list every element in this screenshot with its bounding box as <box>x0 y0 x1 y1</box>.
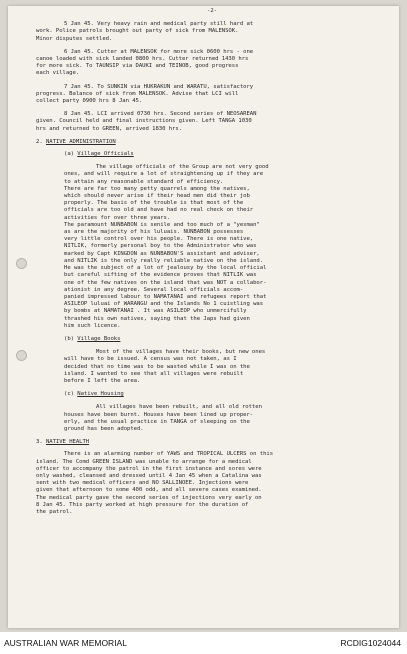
text-line: 8 Jan 45. LCI arrived 0730 hrs. Second series of NEOSAREAN <box>64 111 257 118</box>
footer-bar <box>0 632 407 654</box>
subsection-number: (c) <box>64 391 74 398</box>
text-line: Most of the villages have their books, but new ones <box>96 349 266 356</box>
text-line: panied impressed labour to NAMATANAI and refugees report that <box>64 293 267 300</box>
text-line: will have to be issued. A census was not taken, as I <box>64 356 237 363</box>
text-line: officials are too old and have had no real check on their <box>64 207 254 214</box>
paragraph <box>36 349 388 385</box>
text-line: thrashed his own natives, saying that the Japs had given <box>64 315 250 322</box>
section-heading <box>36 139 388 146</box>
section-number: 3. <box>36 439 43 446</box>
text-line: officer to accompany the patrol in the first instance and sores were <box>36 465 262 472</box>
text-line: island. I wanted to see that all villages were rebuilt <box>64 370 244 377</box>
text-line: before I left the area. <box>64 377 141 384</box>
punch-hole <box>16 350 27 361</box>
text-line: erly, and the usual practice in TANGA of sleeping on the <box>64 418 250 425</box>
subsection-number: (b) <box>64 335 74 342</box>
text-line: houses have been burnt. Houses have been lined up proper- <box>64 411 254 418</box>
subsection-number: (a) <box>64 151 74 158</box>
text-line: activities for over three years. <box>64 214 171 221</box>
paragraph <box>36 404 388 433</box>
text-line: one of the few natives on the island that was NOT a collabor- <box>64 279 267 286</box>
subsection-heading <box>36 336 388 343</box>
paragraph <box>36 164 388 330</box>
text-line: ASILEOP luluai of WARANGU and the Islands No 1 cuistling was <box>64 301 264 308</box>
text-line: but careful sifting of the evidence proves that NITLIK was <box>64 272 257 279</box>
section-title: NATIVE HEALTH <box>45 439 90 446</box>
text-line: work. Police patrols brought out party of sick from MALENSOK. <box>36 28 239 35</box>
text-line: There is an alarming number of YAWS and TROPICAL ULCERS on this <box>64 451 274 458</box>
footer-archive-name: AUSTRALIAN WAR MEMORIAL <box>4 638 127 648</box>
text-line: 8 Jan 45. This party worked at high pressure for the duration of <box>36 501 249 508</box>
text-line: ones, and will require a lot of straightening up if they are <box>64 171 264 178</box>
paragraph <box>36 451 388 516</box>
punch-hole <box>16 258 27 269</box>
subsection-heading <box>36 391 388 398</box>
paragraph <box>36 21 388 43</box>
text-line: 6 Jan 45. Cutter at MALENSOK for more sick 0600 hrs - one <box>64 48 254 55</box>
text-line: island. The Comd GREEN ISLAND was unable to arrange for a medical <box>36 458 252 465</box>
text-line: him such licence. <box>64 322 121 329</box>
text-line: The village officials of the Group are not very good <box>96 164 269 171</box>
text-line: which should never arise if their head men did their job <box>64 193 250 200</box>
subsection-heading <box>36 151 388 158</box>
text-line: marked by Capt KINGDON as NUNBABON'S assistant and adviser, <box>64 250 260 257</box>
text-line: hrs and returned to GREEN, arrived 1830 hrs. <box>36 125 182 132</box>
text-line: given that afternoon to some 400 odd, and all severe cases examined. <box>36 487 262 494</box>
subsection-title: Village Books <box>77 335 121 342</box>
text-line: The medical party gave the second series of injections very early on <box>36 494 262 501</box>
document-page <box>8 6 399 628</box>
section-heading <box>36 439 388 446</box>
text-line: 7 Jan 45. To SUNKIN via HUKRAKUN and WARATU, satisfactory <box>64 83 254 90</box>
text-line: The paramount NUNBABON is senile and too much of a "yesman" <box>64 221 260 228</box>
section-title: NATIVE ADMINISTRATION <box>45 138 116 145</box>
text-line: ground has been adopted. <box>64 425 144 432</box>
text-line: given. Council held and final instructions given. Left TANGA 1030 <box>36 118 252 125</box>
section-number: 2. <box>36 138 43 145</box>
paragraph <box>36 111 388 133</box>
text-line: very little control over his people. There is one native, <box>64 236 254 243</box>
text-line: to attain any reasonable standard of efficiency. <box>64 178 224 185</box>
text-line: only washed, cleansed and dressed until 4 Jan 45 when a Catalina was <box>36 472 262 479</box>
subsection-title: Native Housing <box>77 391 124 398</box>
text-line: properly. The basis of the trouble is that most of the <box>64 200 244 207</box>
text-line: as are the majority of his luluais. NUNBABON possesses <box>64 229 244 236</box>
text-line: decided that no time was to be wasted while I was on the <box>64 363 250 370</box>
text-line: 5 Jan 45. Very heavy rain and medical party still hard at <box>64 21 254 28</box>
text-line: There are far too many petty quarrels among the natives, <box>64 185 250 192</box>
paragraph <box>36 84 388 106</box>
footer-record-id: RCDIG1024044 <box>340 638 401 648</box>
text-line: collect party 0900 hrs 8 Jan 45. <box>36 98 143 105</box>
text-line: each village. <box>36 70 80 77</box>
text-line: ationist in any degree. Several local officials accom- <box>64 286 244 293</box>
subsection-title: Village Officials <box>77 151 134 158</box>
text-line: by bombs at NAMATANAI . It was ASILEOP who unmercifully <box>64 308 247 315</box>
text-line: He was the subject of a lot of jealousy by the local official <box>64 265 267 272</box>
text-line: All villages have been rebuilt, and all old rotten <box>96 404 262 411</box>
document-body <box>36 8 388 522</box>
page-number: -2- <box>207 8 217 14</box>
text-line: sent with two medical officers and NO SALLINOEE. Injections were <box>36 480 249 487</box>
text-line: progress. Balance of sick from MALENSOK. Advise that LCI will <box>36 90 239 97</box>
text-line: NITLIK, formerly personal boy to the Administrator who was <box>64 243 257 250</box>
text-line: Minor disputes settled. <box>36 35 113 42</box>
text-line: the patrol. <box>36 508 73 515</box>
text-line: canoe loaded with sick landed 0800 hrs. Cutter returned 1430 hrs <box>36 56 249 63</box>
text-line: and NITLIK is the only really reliable native on the island. <box>64 257 264 264</box>
paragraph <box>36 49 388 78</box>
text-line: for more sick. To TAUNSIP via DAUKI and TEINOB, good progress <box>36 63 239 70</box>
